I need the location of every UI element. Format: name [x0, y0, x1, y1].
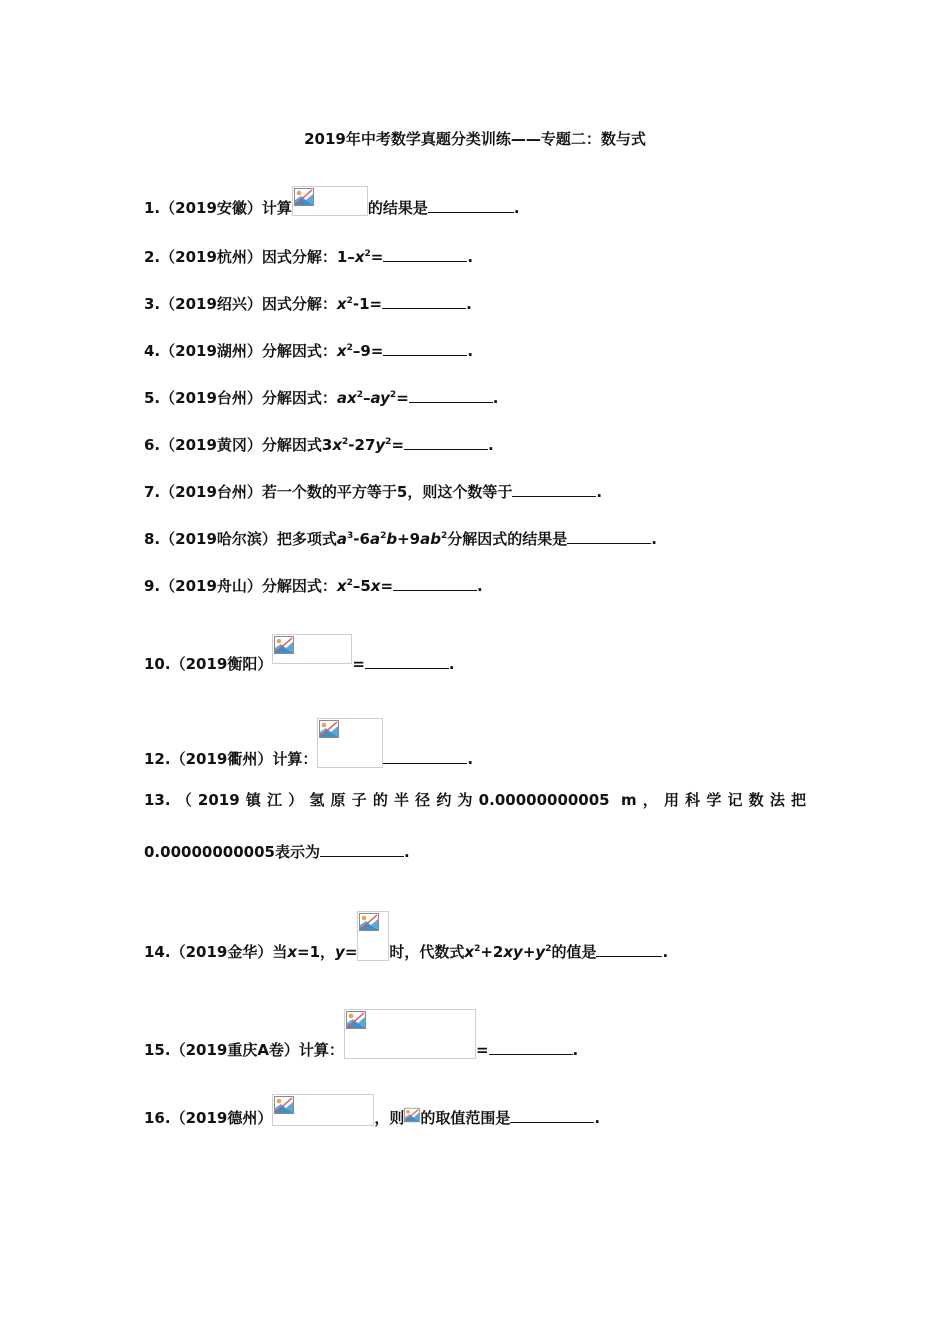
- question-15: 15.（2019重庆A卷）计算： = .: [144, 1009, 578, 1060]
- formula-image: [317, 718, 383, 768]
- formula-image: [272, 1094, 374, 1126]
- broken-image-icon: [274, 1096, 294, 1114]
- answer-blank[interactable]: [365, 652, 449, 669]
- question-9: 9.（2019舟山）分解因式：$x^2-5x=$ .: [144, 574, 483, 596]
- question-10: 10.（2019衡阳） = .: [144, 634, 455, 674]
- question-14: 14.（2019金华）当x=1，y= 时，代数式$x^2+2xy+y^2$的值是 .: [144, 911, 668, 962]
- broken-image-icon: [274, 636, 294, 654]
- broken-image-icon: [294, 188, 314, 206]
- question-16: 16.（2019德州） ，则 的取值范围是 .: [144, 1094, 600, 1128]
- question-13-line-2: 0.00000000005表示为 .: [144, 840, 410, 862]
- answer-blank[interactable]: [383, 245, 467, 262]
- answer-blank[interactable]: [383, 339, 467, 356]
- question-8: 8.（2019哈尔滨）把多项式$a^3-6a^2b+9ab^2$分解因式的结果是 .: [144, 527, 657, 549]
- answer-blank[interactable]: [382, 292, 466, 309]
- question-7: 7.（2019台州）若一个数的平方等于5，则这个数等于 .: [144, 480, 602, 502]
- answer-blank[interactable]: [596, 940, 662, 957]
- question-6: 6.（2019黄冈）分解因式$3x^2-27y^2=$ .: [144, 433, 494, 455]
- answer-blank[interactable]: [512, 480, 596, 497]
- answer-blank[interactable]: [567, 527, 651, 544]
- formula-image: [344, 1009, 476, 1059]
- question-2: 2.（2019杭州）因式分解：$1-x^2=$ .: [144, 245, 473, 267]
- answer-blank[interactable]: [409, 386, 493, 403]
- answer-blank[interactable]: [404, 433, 488, 450]
- answer-blank[interactable]: [489, 1038, 573, 1055]
- broken-image-icon: [359, 913, 379, 931]
- question-3: 3.（2019绍兴）因式分解：$x^2-1=$ .: [144, 292, 472, 314]
- question-5: 5.（2019台州）分解因式：$ax^2-ay^2=$ .: [144, 386, 498, 408]
- broken-image-icon: [404, 1107, 420, 1123]
- question-1: 1.（2019安徽）计算 的结果是 .: [144, 186, 520, 218]
- formula-image: [292, 186, 368, 216]
- formula-image-small: [404, 1107, 420, 1125]
- answer-blank[interactable]: [383, 747, 467, 764]
- question-13-line-1: 13.（2019镇江）氢原子的半径约为0.00000000005 m，用科学记数法把: [144, 791, 806, 809]
- answer-blank[interactable]: [510, 1106, 594, 1123]
- broken-image-icon: [346, 1011, 366, 1029]
- answer-blank[interactable]: [393, 574, 477, 591]
- question-4: 4.（2019湖州）分解因式：$x^2-9=$ .: [144, 339, 473, 361]
- page-title: 2019年中考数学真题分类训练——专题二：数与式: [304, 130, 646, 148]
- formula-image: [272, 634, 352, 664]
- broken-image-icon: [319, 720, 339, 738]
- question-12: 12.（2019衢州）计算： .: [144, 718, 473, 769]
- answer-blank[interactable]: [428, 196, 514, 213]
- formula-image: [357, 911, 389, 961]
- answer-blank[interactable]: [320, 840, 404, 857]
